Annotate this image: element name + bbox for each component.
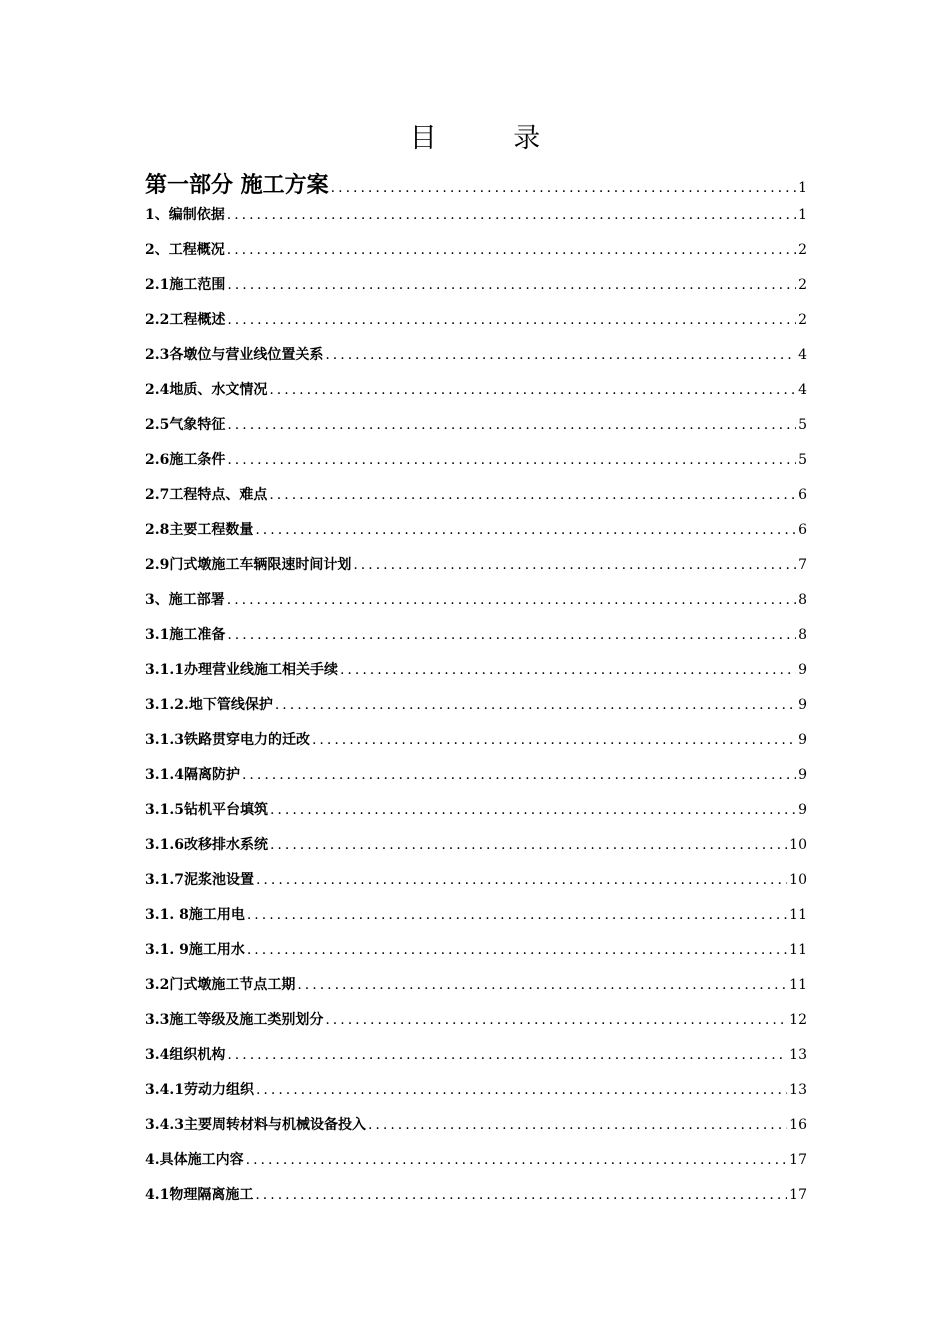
toc-entry-label: 3、施工部署 [145, 592, 225, 608]
toc-entry[interactable] [145, 1009, 807, 1044]
toc-entry-label: 1、编制依据 [145, 207, 225, 223]
table-of-contents [145, 168, 807, 1219]
toc-entry-label: 3.1.7泥浆池设置 [145, 872, 254, 888]
toc-leader [255, 522, 796, 538]
toc-leader [246, 1152, 788, 1168]
toc-entry-label: 2、工程概况 [145, 242, 225, 258]
toc-entry-page: 6 [798, 522, 807, 538]
toc-entry[interactable] [145, 519, 807, 554]
toc-leader [312, 732, 796, 748]
toc-leader [227, 312, 796, 328]
toc-entry-page: 6 [798, 487, 807, 503]
toc-entry[interactable] [145, 449, 807, 484]
toc-leader [247, 907, 787, 923]
toc-entry[interactable] [145, 589, 807, 624]
toc-entry-page: 9 [798, 767, 807, 783]
toc-entry-label: 4.1物理隔离施工 [145, 1187, 254, 1203]
toc-entry[interactable] [145, 204, 807, 239]
toc-entry[interactable] [145, 659, 807, 694]
toc-entry[interactable] [145, 1149, 807, 1184]
toc-entry[interactable] [145, 379, 807, 414]
toc-entry-label: 3.1.6改移排水系统 [145, 837, 268, 853]
toc-entry-page: 4 [798, 382, 807, 398]
toc-entry-page: 4 [798, 347, 807, 363]
toc-entry-label: 3.4.3主要周转材料与机械设备投入 [145, 1117, 366, 1133]
toc-entry[interactable] [145, 869, 807, 904]
toc-leader [269, 487, 796, 503]
toc-entry-label: 2.6施工条件 [145, 452, 226, 468]
toc-entry-label: 3.1.2.地下管线保护 [145, 697, 273, 713]
toc-entry[interactable] [145, 554, 807, 589]
toc-leader [255, 1187, 787, 1203]
toc-entry-label: 3.2门式墩施工节点工期 [145, 977, 296, 993]
toc-entry[interactable] [145, 799, 807, 834]
toc-entry-page: 17 [789, 1152, 807, 1168]
toc-entry[interactable] [145, 168, 807, 204]
toc-entry-page: 9 [798, 732, 807, 748]
toc-entry[interactable] [145, 484, 807, 519]
toc-leader [325, 1012, 787, 1028]
toc-entry[interactable] [145, 729, 807, 764]
toc-leader [242, 767, 796, 783]
toc-entry-page: 9 [798, 697, 807, 713]
toc-entry-label: 3.1. 8施工用电 [145, 907, 245, 923]
toc-entry[interactable] [145, 1114, 807, 1149]
toc-entry-label: 2.8主要工程数量 [145, 522, 254, 538]
toc-leader [256, 872, 787, 888]
toc-entry-page: 17 [789, 1187, 807, 1203]
toc-entry-page: 1 [798, 207, 807, 223]
toc-entry-page: 10 [789, 872, 807, 888]
toc-leader [227, 207, 796, 223]
toc-entry[interactable] [145, 764, 807, 799]
toc-entry[interactable] [145, 1079, 807, 1114]
toc-entry-page: 9 [798, 662, 807, 678]
toc-entry[interactable] [145, 309, 807, 344]
toc-entry-label: 3.1.3铁路贯穿电力的迁改 [145, 732, 310, 748]
toc-leader [269, 382, 796, 398]
toc-entry[interactable] [145, 1184, 807, 1219]
toc-entry-label: 2.9门式墩施工车辆限速时间计划 [145, 557, 352, 573]
toc-title: 目 录 [409, 123, 575, 154]
toc-entry-label: 2.4地质、水文情况 [145, 382, 268, 398]
toc-entry[interactable] [145, 834, 807, 869]
toc-leader [247, 942, 787, 958]
toc-entry-page: 7 [798, 557, 807, 573]
toc-entry-label: 第一部分 施工方案 [145, 172, 329, 198]
toc-entry-page: 5 [798, 452, 807, 468]
toc-entry-page: 10 [789, 837, 807, 853]
toc-entry-page: 8 [798, 592, 807, 608]
toc-entry[interactable] [145, 274, 807, 309]
toc-leader [331, 180, 796, 196]
toc-leader [227, 242, 796, 258]
toc-entry[interactable] [145, 344, 807, 379]
toc-leader [270, 802, 796, 818]
toc-leader [270, 837, 787, 853]
toc-entry-label: 3.3施工等级及施工类别划分 [145, 1012, 324, 1028]
toc-entry-page: 9 [798, 802, 807, 818]
toc-entry-label: 2.2工程概述 [145, 312, 226, 328]
toc-entry[interactable] [145, 1044, 807, 1079]
toc-entry[interactable] [145, 239, 807, 274]
toc-leader [297, 977, 787, 993]
toc-entry-page: 11 [789, 977, 807, 993]
toc-entry-page: 2 [798, 242, 807, 258]
toc-entry-page: 5 [798, 417, 807, 433]
toc-leader [227, 277, 796, 293]
toc-entry-page: 11 [789, 907, 807, 923]
toc-entry-page: 1 [798, 180, 807, 196]
toc-entry-label: 4.具体施工内容 [145, 1152, 244, 1168]
toc-leader [227, 452, 796, 468]
toc-entry-label: 3.1. 9施工用水 [145, 942, 245, 958]
toc-entry-label: 2.7工程特点、难点 [145, 487, 268, 503]
toc-leader [227, 417, 796, 433]
toc-entry-label: 2.3各墩位与营业线位置关系 [145, 347, 324, 363]
toc-entry[interactable] [145, 414, 807, 449]
toc-leader [325, 347, 796, 363]
toc-entry-page: 13 [789, 1082, 807, 1098]
toc-entry-label: 3.1.5钻机平台填筑 [145, 802, 268, 818]
toc-entry-label: 3.4.1劳动力组织 [145, 1082, 254, 1098]
toc-leader [368, 1117, 787, 1133]
toc-leader [227, 1047, 787, 1063]
toc-entry-page: 2 [798, 277, 807, 293]
toc-entry[interactable] [145, 904, 807, 939]
toc-entry-page: 8 [798, 627, 807, 643]
toc-entry[interactable] [145, 694, 807, 729]
toc-entry-label: 3.1施工准备 [145, 627, 226, 643]
toc-entry-page: 11 [789, 942, 807, 958]
toc-entry-label: 2.5气象特征 [145, 417, 226, 433]
toc-leader [353, 557, 796, 573]
toc-entry-label: 3.1.4隔离防护 [145, 767, 240, 783]
toc-entry-page: 12 [789, 1012, 807, 1028]
toc-entry[interactable] [145, 939, 807, 974]
toc-entry-page: 13 [789, 1047, 807, 1063]
toc-leader [340, 662, 796, 678]
toc-leader [227, 592, 796, 608]
toc-entry-label: 2.1施工范围 [145, 277, 226, 293]
toc-entry-page: 16 [789, 1117, 807, 1133]
toc-entry-page: 2 [798, 312, 807, 328]
toc-entry-label: 3.1.1办理营业线施工相关手续 [145, 662, 338, 678]
toc-entry[interactable] [145, 624, 807, 659]
toc-leader [227, 627, 796, 643]
toc-entry[interactable] [145, 974, 807, 1009]
toc-leader [275, 697, 796, 713]
toc-leader [256, 1082, 787, 1098]
toc-entry-label: 3.4组织机构 [145, 1047, 226, 1063]
